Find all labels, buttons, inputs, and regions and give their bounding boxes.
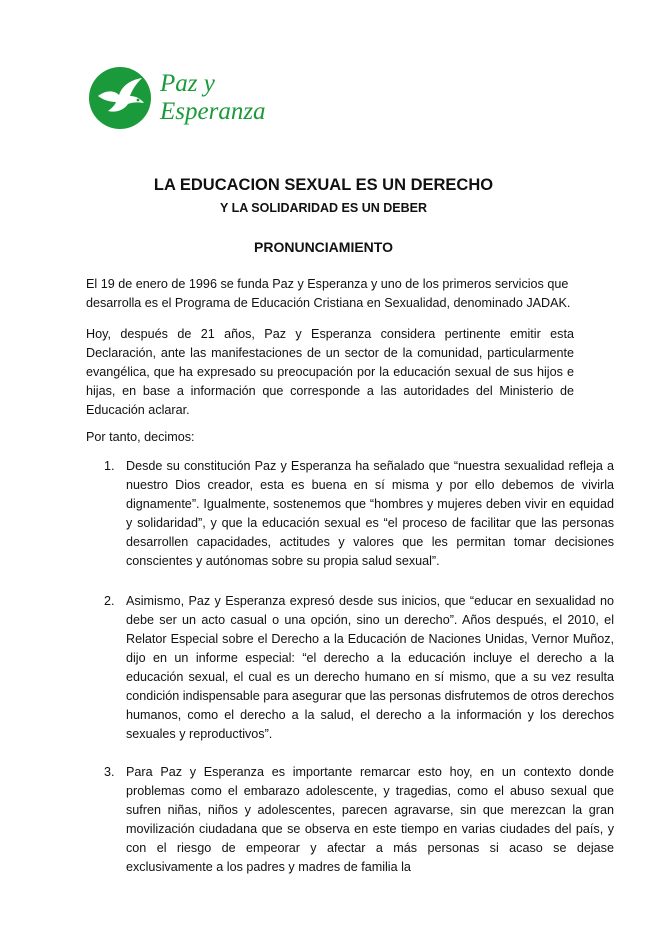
- logo-wordmark: [160, 70, 266, 126]
- list-item-text: Para Paz y Esperanza es importante remarcar esto hoy, en un contexto donde problemas como el embarazo adolescente, y tragedias, como el abuso sexual que sufren niñas, niños y adolescentes, parecen agravarse, sin que merezcan la gran movilización ciudadana que se observa en este tiempo en varias ciudades del país, y con el riesgo de empeorar y afectar a más personas si acaso se dejase exclusivamente a los padres y madres de familia la: [126, 765, 614, 874]
- logo-line-2: Esperanza: [160, 98, 266, 125]
- list-item-number: 3.: [104, 765, 115, 779]
- document-subtitle: Y LA SOLIDARIDAD ES UN DEBER: [220, 201, 427, 215]
- list-item-text: Asimismo, Paz y Esperanza expresó desde sus inicios, que “educar en sexualidad no debe ser un acto casual o una opción, sino un derecho”. Años después, el 2010, el Relator Especial sobre el Derecho a la Educación de Naciones Unidas, Vernor Muñoz, dijo en un informe especial: “el derecho a la educación incluye el derecho a la educación sexual, el cual es un derecho humano en sí mismo, que a su vez resulta condición indispensable para asegurar que las personas disfrutemos de otros derechos humanos, como el derecho a la salud, el derecho a la información y los derechos sexuales y reproductivos”.: [126, 594, 614, 741]
- logo-line-1: Paz y: [160, 70, 215, 97]
- list-item: [86, 763, 614, 877]
- list-item-text: Desde su constitución Paz y Esperanza ha señalado que “nuestra sexualidad refleja a nuestro Dios creador, esta es buena en sí misma y por ello debemos de vivirla dignamente”. Igualmente, sostenemos que “hombres y mujeres deben vivir en equidad y solidaridad”, y que la educación sexual es “el proceso de facilitar que las personas desarrollen capacidades, actitudes y valores que les permitan tomar decisiones conscientes y autónomas sobre su propia salud sexual”.: [126, 459, 614, 568]
- list-item: [86, 457, 614, 571]
- list-item: [86, 592, 614, 744]
- document-title: LA EDUCACION SEXUAL ES UN DERECHO: [153, 176, 494, 194]
- section-heading: PRONUNCIAMIENTO: [254, 239, 393, 255]
- paragraph-intro: El 19 de enero de 1996 se funda Paz y Esperanza y uno de los primeros servicios que desarrolla es el Programa de Educación Cristiana en Sexualidad, denominado JADAK.: [86, 277, 571, 310]
- dove-circle-icon: [88, 66, 152, 130]
- paragraph-context: Hoy, después de 21 años, Paz y Esperanza considera pertinente emitir esta Declaración, ante las manifestaciones de un sector de la comunidad, particularmente evangélica, que ha expresado su preocupación por la educación sexual de sus hijos e hijas, en base a información que corresponde a las autoridades del Ministerio de Educación aclarar.: [86, 327, 574, 417]
- paz-y-esperanza-logo: [88, 66, 288, 136]
- list-item-number: 2.: [104, 594, 115, 608]
- list-item-number: 1.: [104, 459, 115, 473]
- paragraph-lead-in: Por tanto, decimos:: [86, 430, 195, 444]
